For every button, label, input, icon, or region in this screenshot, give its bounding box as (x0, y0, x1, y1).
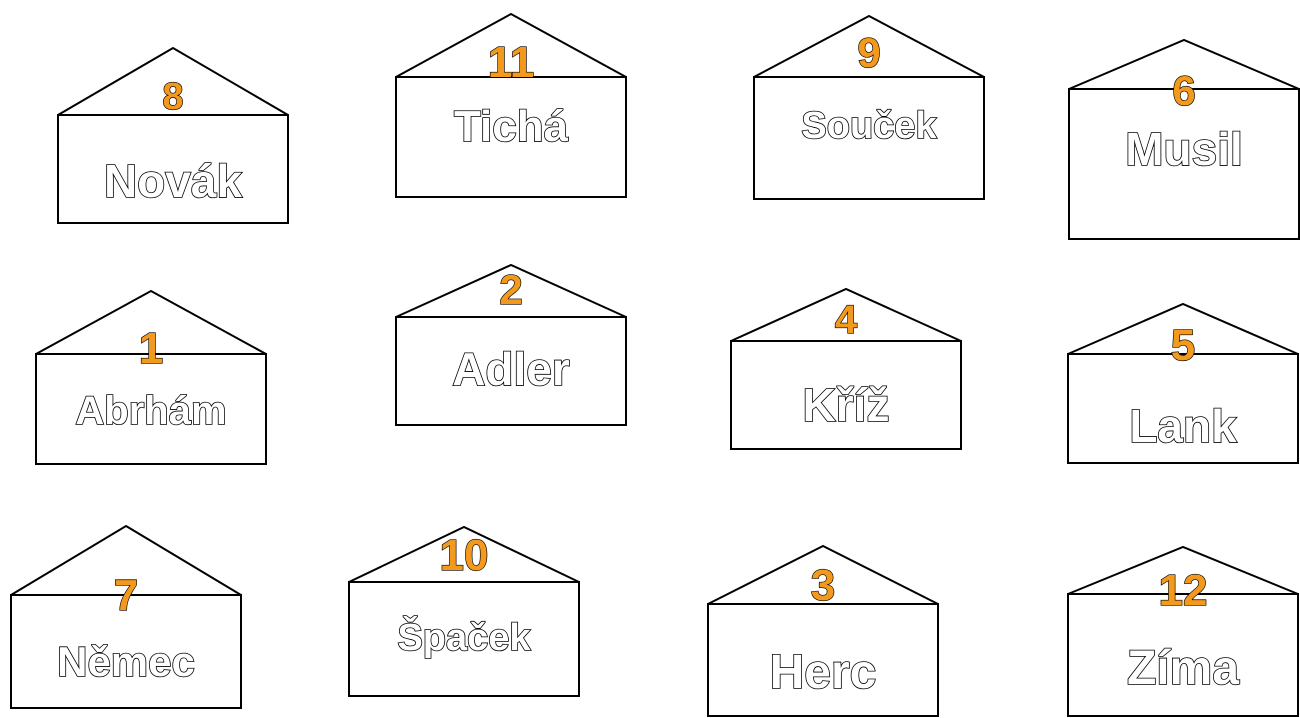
house-name: Novák (103, 155, 243, 207)
house-drawing (57, 47, 289, 225)
house-drawing (395, 13, 627, 199)
house-lank (1067, 303, 1299, 465)
house-adler (395, 264, 627, 427)
house-drawing (10, 525, 242, 710)
house-drawing (395, 264, 627, 427)
house-name: Němec (57, 638, 195, 685)
house-number: 6 (1172, 67, 1196, 114)
house-drawing (707, 545, 939, 718)
house-name: Lank (1129, 400, 1237, 452)
house-musil (1068, 39, 1300, 241)
house-number: 10 (439, 531, 489, 580)
house-name: Adler (452, 343, 570, 395)
house-spacek (348, 526, 580, 698)
house-name: Souček (801, 105, 937, 147)
house-drawing (753, 15, 985, 201)
house-zima (1067, 546, 1299, 718)
house-number: 12 (1158, 566, 1208, 615)
house-number: 9 (857, 29, 881, 76)
house-number: 11 (487, 38, 535, 87)
house-abrham (35, 290, 267, 466)
house-drawing (35, 290, 267, 466)
house-number: 4 (834, 298, 858, 342)
house-number: 3 (810, 561, 836, 610)
house-herc (707, 545, 939, 718)
house-name: Špaček (397, 617, 531, 659)
house-novak (57, 47, 289, 225)
house-name: Abrhám (75, 389, 227, 433)
house-number: 8 (162, 76, 184, 118)
house-drawing (1067, 546, 1299, 718)
house-name: Herc (769, 646, 877, 699)
house-nemec (10, 525, 242, 710)
house-name: Kříž (802, 379, 890, 431)
house-ticha (395, 13, 627, 199)
house-number: 5 (1170, 321, 1196, 370)
house-name: Musil (1125, 123, 1243, 175)
house-number: 2 (499, 266, 523, 313)
house-drawing (730, 288, 962, 451)
house-name: Zíma (1126, 642, 1240, 695)
house-drawing (348, 526, 580, 698)
house-kriz (730, 288, 962, 451)
house-number: 7 (113, 571, 139, 620)
house-name: Tichá (453, 102, 569, 151)
house-number: 1 (138, 324, 164, 373)
house-soucek (753, 15, 985, 201)
house-drawing (1068, 39, 1300, 241)
house-drawing (1067, 303, 1299, 465)
